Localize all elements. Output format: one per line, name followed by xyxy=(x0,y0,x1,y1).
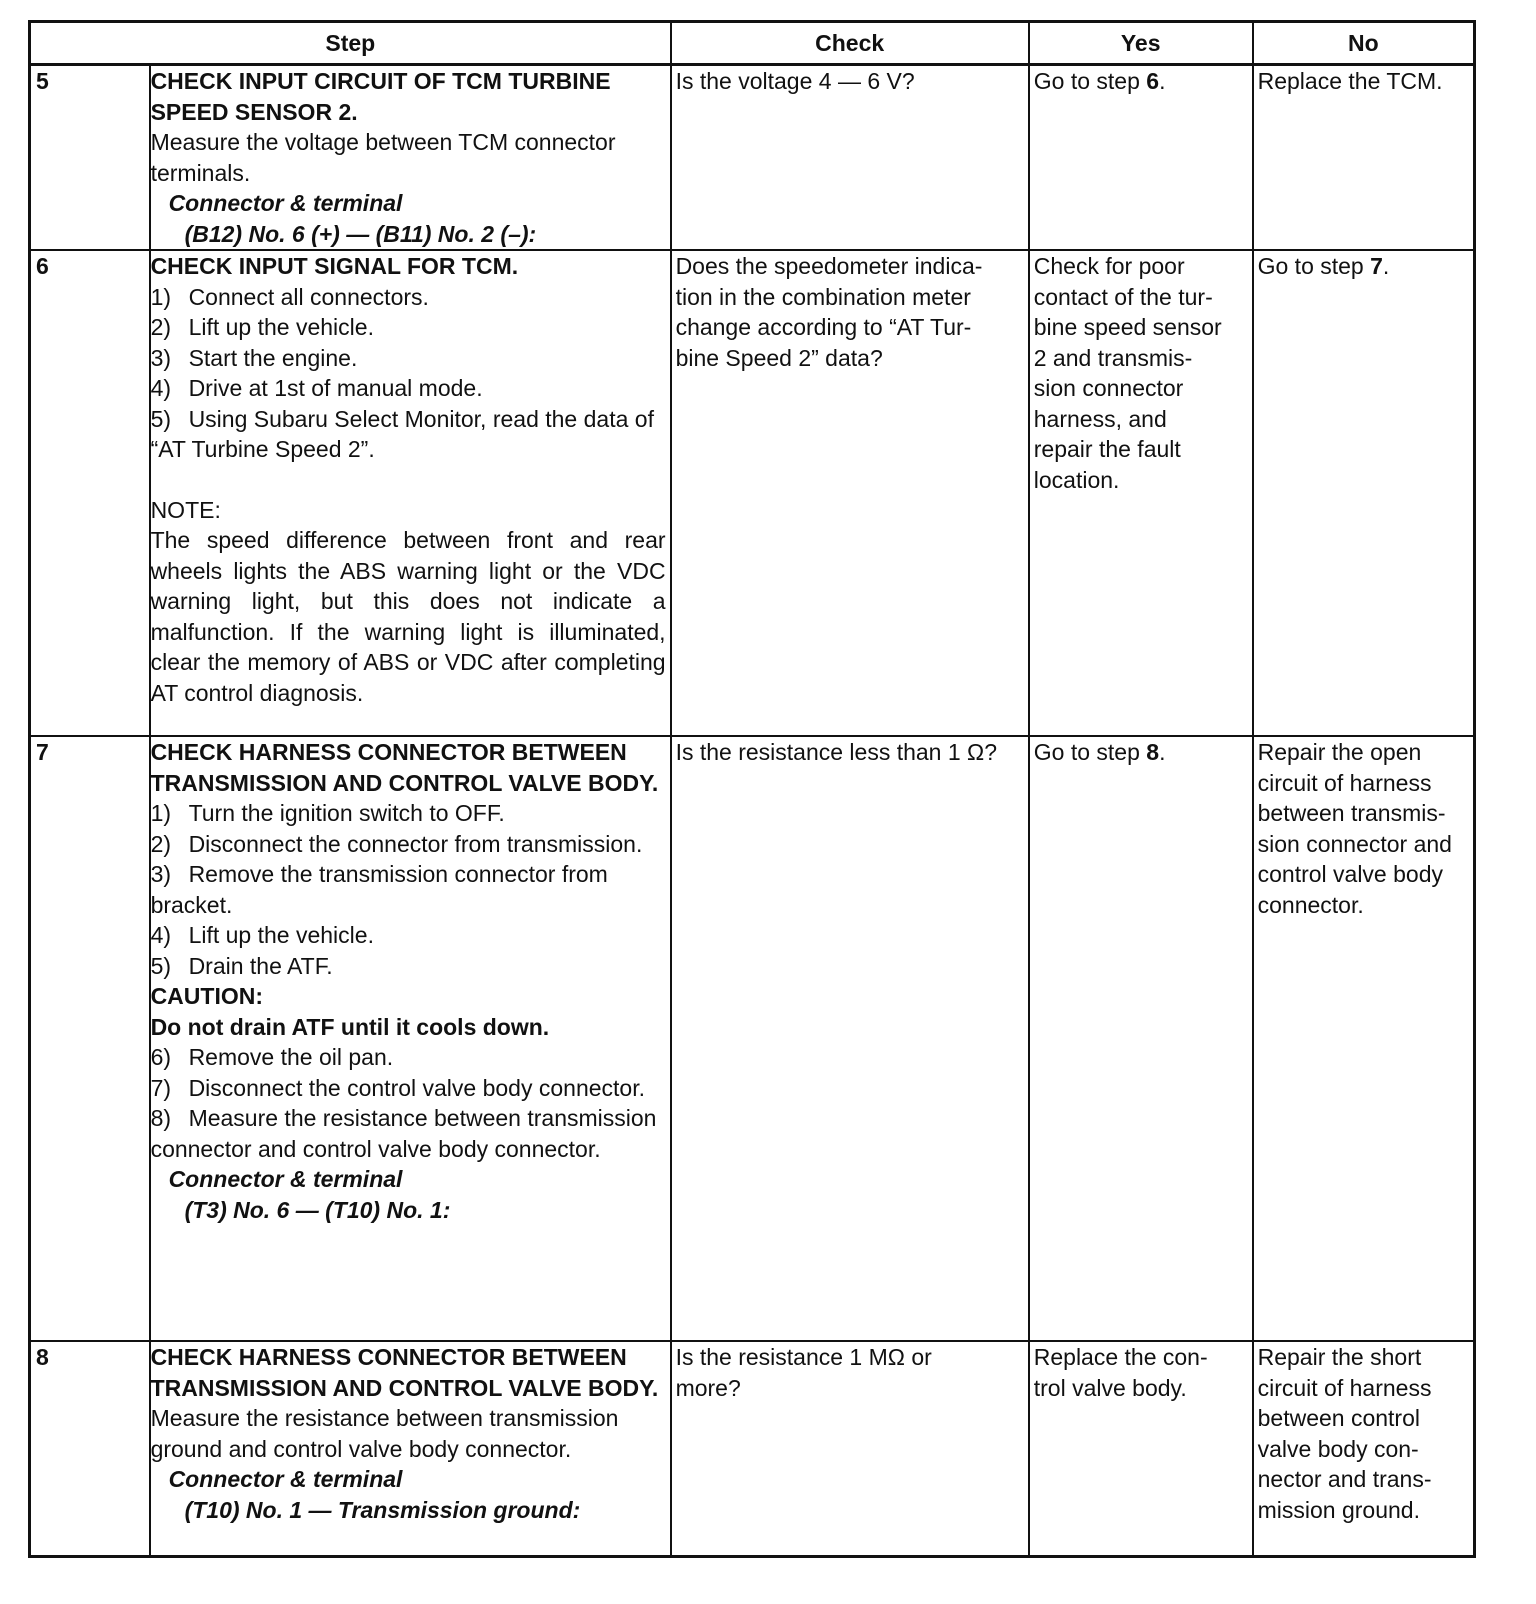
note-heading: NOTE: xyxy=(150,496,221,523)
procedure-step: 3) Remove the transmission connector from bracket. xyxy=(150,861,608,918)
procedure-step: 5) Drain the ATF. xyxy=(150,952,333,979)
step-reference: 8 xyxy=(1146,739,1160,765)
procedure-step: 2) Lift up the vehicle. xyxy=(150,314,374,340)
step-description xyxy=(150,65,671,251)
table-row xyxy=(30,736,1475,1341)
connector-terminal: (T3) No. 6 — (T10) No. 1: xyxy=(184,1196,451,1223)
check-cell: Is the resistance 1 MΩ or more? xyxy=(671,1341,1029,1556)
step-reference: 7 xyxy=(1370,253,1383,279)
step-description xyxy=(150,736,671,1341)
note-text: The speed difference between front and rear wheels lights the ABS warning light or the VDC warning light, but this does not indicate a malfunction. If the warning light is illuminated, clear the memory of ABS or VDC after completing AT control diagnosis. xyxy=(150,527,666,706)
header-no: No xyxy=(1253,22,1475,65)
header-row xyxy=(30,22,1475,65)
step-body: Measure the resistance between transmission ground and control valve body connector. xyxy=(150,1405,619,1462)
procedure-step: 3) Start the engine. xyxy=(150,344,358,371)
table-row xyxy=(30,65,1475,251)
no-cell: Go to step 7. xyxy=(1253,250,1475,736)
step-number: 7 xyxy=(30,736,150,1341)
procedure-step: 7) Disconnect the control valve body connector. xyxy=(150,1074,645,1101)
header-yes: Yes xyxy=(1029,22,1253,65)
connector-label: Connector & terminal xyxy=(168,1166,403,1192)
yes-cell: Replace the con- trol valve body. xyxy=(1029,1341,1253,1556)
step-number: 6 xyxy=(30,250,150,736)
step-title: CHECK INPUT CIRCUIT OF TCM TURBINE SPEED SENSOR 2. xyxy=(150,68,611,125)
no-cell: Repair the short circuit of harness between control valve body con- nector and trans- mission ground. xyxy=(1253,1341,1475,1556)
step-title: CHECK HARNESS CONNECTOR BETWEEN TRANSMISSION AND CONTROL VALVE BODY. xyxy=(150,739,659,796)
check-cell: Does the speedometer indica- tion in the combination meter change according to “AT Tur- bine Speed 2” data? xyxy=(671,250,1029,736)
connector-terminal: (T10) No. 1 — Transmission ground: xyxy=(184,1496,581,1523)
step-description xyxy=(150,250,671,736)
header-step: Step xyxy=(30,22,671,65)
check-cell: Is the voltage 4 — 6 V? xyxy=(671,65,1029,251)
yes-cell: Check for poor contact of the tur- bine speed sensor 2 and transmis- sion connector harness, and repair the fault location. xyxy=(1029,250,1253,736)
procedure-step: 8) Measure the resistance between transmission connector and control valve body connector. xyxy=(150,1105,657,1162)
step-description xyxy=(150,1341,671,1556)
procedure-step: 4) Lift up the vehicle. xyxy=(150,922,374,948)
procedure-step: 6) Remove the oil pan. xyxy=(150,1044,394,1070)
table-row xyxy=(30,250,1475,736)
yes-cell: Go to step 6. xyxy=(1029,65,1253,251)
step-body: Measure the voltage between TCM connector terminals. xyxy=(150,129,616,186)
procedure-step: 4) Drive at 1st of manual mode. xyxy=(150,375,483,401)
check-cell: Is the resistance less than 1 Ω? xyxy=(671,736,1029,1341)
table-row xyxy=(30,1341,1475,1556)
yes-cell: Go to step 8. xyxy=(1029,736,1253,1341)
connector-label: Connector & terminal xyxy=(168,190,403,216)
procedure-step: 5) Using Subaru Select Monitor, read the data of “AT Turbine Speed 2”. xyxy=(150,405,654,462)
diagnostic-table xyxy=(28,20,1476,1558)
no-cell: Replace the TCM. xyxy=(1253,65,1475,251)
step-number: 5 xyxy=(30,65,150,251)
caution-heading: CAUTION: xyxy=(150,983,263,1009)
caution-text: Do not drain ATF until it cools down. xyxy=(150,1013,550,1040)
connector-label: Connector & terminal xyxy=(168,1466,403,1492)
procedure-step: 1) Turn the ignition switch to OFF. xyxy=(150,800,505,826)
procedure-step: 1) Connect all connectors. xyxy=(150,283,429,310)
step-title: CHECK HARNESS CONNECTOR BETWEEN TRANSMISSION AND CONTROL VALVE BODY. xyxy=(150,1344,659,1401)
connector-terminal: (B12) No. 6 (+) — (B11) No. 2 (–): xyxy=(184,220,537,247)
procedure-step: 2) Disconnect the connector from transmission. xyxy=(150,830,643,857)
step-reference: 6 xyxy=(1146,68,1160,94)
step-title: CHECK INPUT SIGNAL FOR TCM. xyxy=(150,253,519,279)
header-check: Check xyxy=(671,22,1029,65)
no-cell: Repair the open circuit of harness between transmis- sion connector and control valve body connector. xyxy=(1253,736,1475,1341)
step-number: 8 xyxy=(30,1341,150,1556)
